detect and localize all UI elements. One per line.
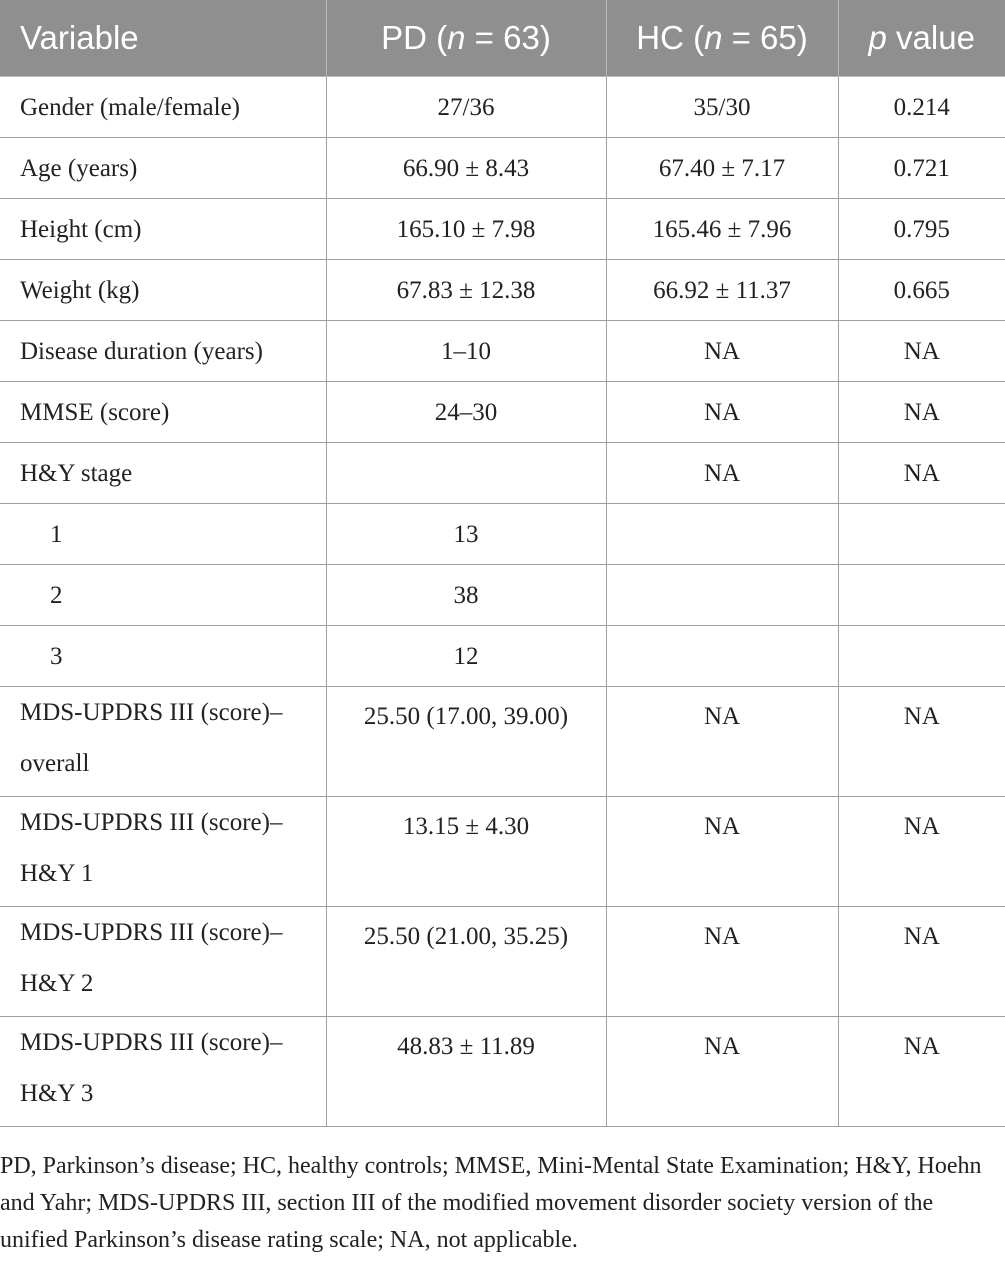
header-pd — [326, 0, 606, 77]
header-text: HC ( — [636, 19, 705, 56]
hc-value: 67.40 ± 7.17 — [606, 138, 838, 199]
row-label: MDS-UPDRS III (score)–H&Y 2 — [0, 907, 326, 1017]
p-value — [838, 565, 1005, 626]
table-row — [0, 797, 1005, 907]
row-label: Weight (kg) — [0, 260, 326, 321]
p-value — [838, 626, 1005, 687]
table-row — [0, 626, 1005, 687]
hc-value — [606, 565, 838, 626]
header-row — [0, 0, 1005, 77]
header-text: PD ( — [381, 19, 448, 56]
header-variable — [0, 0, 326, 77]
pd-value: 67.83 ± 12.38 — [326, 260, 606, 321]
pd-value — [326, 443, 606, 504]
hc-value: NA — [606, 797, 838, 907]
header-p-value — [838, 0, 1005, 77]
table-row — [0, 382, 1005, 443]
p-value: 0.214 — [838, 77, 1005, 138]
p-value: NA — [838, 321, 1005, 382]
row-label: MMSE (score) — [0, 382, 326, 443]
table-row — [0, 565, 1005, 626]
pd-value: 48.83 ± 11.89 — [326, 1017, 606, 1127]
header-text: = 65) — [722, 19, 808, 56]
pd-value: 66.90 ± 8.43 — [326, 138, 606, 199]
header-hc — [606, 0, 838, 77]
hc-value: 35/30 — [606, 77, 838, 138]
p-value: NA — [838, 382, 1005, 443]
p-value: NA — [838, 443, 1005, 504]
pd-value: 12 — [326, 626, 606, 687]
hc-value: NA — [606, 687, 838, 797]
pd-value: 27/36 — [326, 77, 606, 138]
hc-value: NA — [606, 382, 838, 443]
p-value: 0.795 — [838, 199, 1005, 260]
header-italic: n — [704, 19, 723, 56]
p-value: 0.665 — [838, 260, 1005, 321]
hc-value — [606, 626, 838, 687]
pd-value: 13 — [326, 504, 606, 565]
pd-value: 1–10 — [326, 321, 606, 382]
header-text: = 63) — [465, 19, 551, 56]
hc-value: NA — [606, 443, 838, 504]
header-italic: p — [868, 19, 887, 56]
hc-value: NA — [606, 1017, 838, 1127]
table-row — [0, 687, 1005, 797]
pd-value: 13.15 ± 4.30 — [326, 797, 606, 907]
p-value: NA — [838, 907, 1005, 1017]
hc-value: NA — [606, 907, 838, 1017]
row-label: MDS-UPDRS III (score)–H&Y 1 — [0, 797, 326, 907]
hc-value: 165.46 ± 7.96 — [606, 199, 838, 260]
hc-value: NA — [606, 321, 838, 382]
hc-value: 66.92 ± 11.37 — [606, 260, 838, 321]
row-label: Disease duration (years) — [0, 321, 326, 382]
table-header — [0, 0, 1005, 77]
table-row — [0, 321, 1005, 382]
table-row — [0, 443, 1005, 504]
row-label: H&Y stage — [0, 443, 326, 504]
row-label: MDS-UPDRS III (score)–overall — [0, 687, 326, 797]
table-footnote: PD, Parkinson’s disease; HC, healthy controls; MMSE, Mini-Mental State Examination; H&Y, Hoehn and Yahr; MDS-UPDRS III, section III of the modified movement disorder society version of the unified Parkinson’s disease rating scale; NA, not applicable. — [0, 1153, 982, 1253]
hc-value — [606, 504, 838, 565]
table-body — [0, 77, 1005, 1127]
table-row — [0, 907, 1005, 1017]
p-value: NA — [838, 797, 1005, 907]
table-row — [0, 199, 1005, 260]
header-text: Variable — [20, 19, 139, 56]
header-text: value — [886, 19, 975, 56]
table-row — [0, 260, 1005, 321]
pd-value: 38 — [326, 565, 606, 626]
pd-value: 25.50 (21.00, 35.25) — [326, 907, 606, 1017]
table-row — [0, 77, 1005, 138]
row-label: Gender (male/female) — [0, 77, 326, 138]
row-label: 3 — [0, 626, 326, 687]
table-row — [0, 1017, 1005, 1127]
p-value: NA — [838, 687, 1005, 797]
pd-value: 165.10 ± 7.98 — [326, 199, 606, 260]
p-value — [838, 504, 1005, 565]
p-value: NA — [838, 1017, 1005, 1127]
p-value: 0.721 — [838, 138, 1005, 199]
row-label: Age (years) — [0, 138, 326, 199]
header-italic: n — [447, 19, 466, 56]
pd-value: 24–30 — [326, 382, 606, 443]
row-label: Height (cm) — [0, 199, 326, 260]
row-label: 2 — [0, 565, 326, 626]
row-label: MDS-UPDRS III (score)–H&Y 3 — [0, 1017, 326, 1127]
table-row — [0, 138, 1005, 199]
row-label: 1 — [0, 504, 326, 565]
table-row — [0, 504, 1005, 565]
pd-value: 25.50 (17.00, 39.00) — [326, 687, 606, 797]
